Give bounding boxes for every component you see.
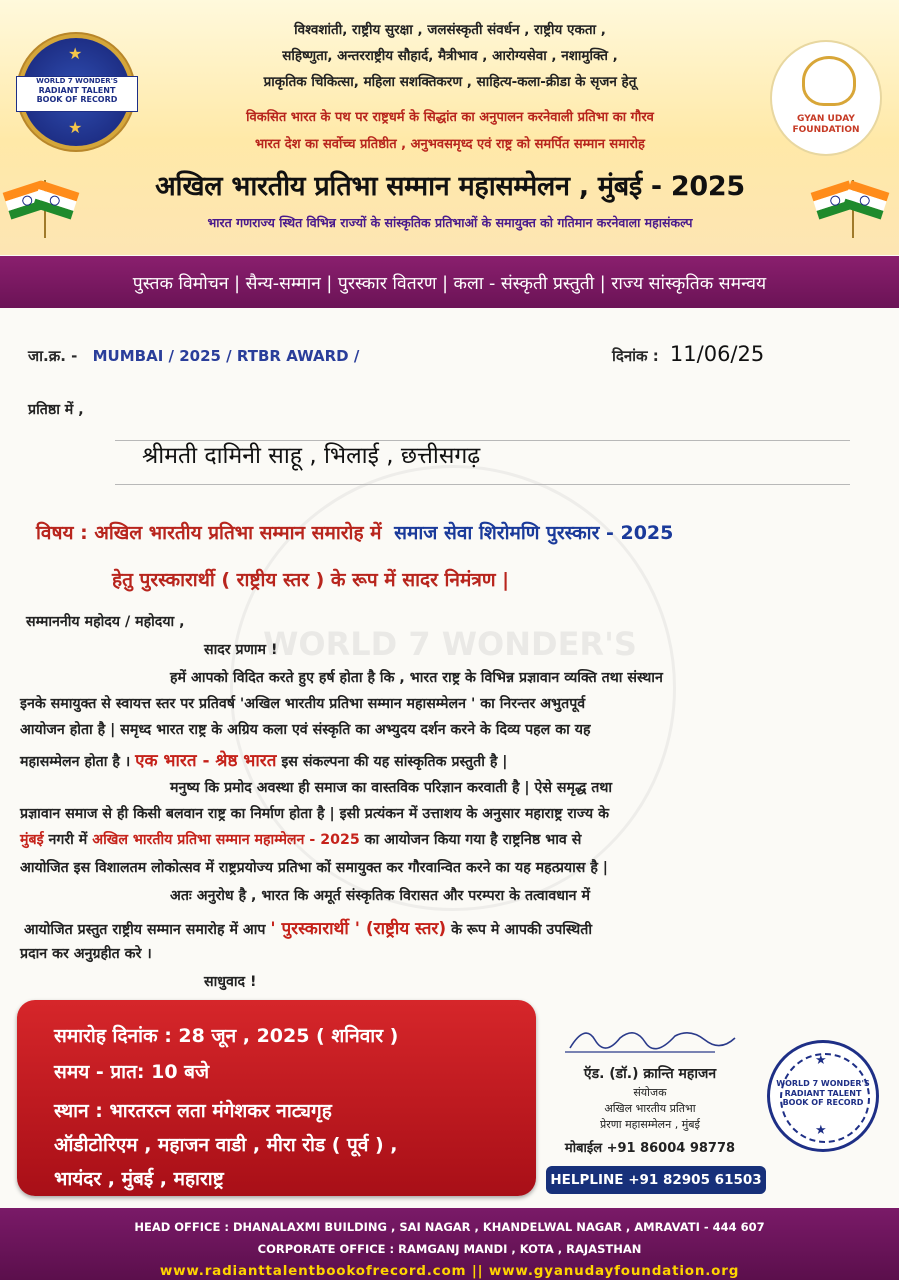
gyan-logo-text [772, 114, 880, 136]
star-icon: ★ [815, 1123, 827, 1138]
stamp-text-line: WORLD 7 WONDER'S [776, 1079, 870, 1088]
gyan-uday-logo [772, 42, 880, 154]
head-office-address: HEAD OFFICE : DHANALAXMI BUILDING , SAI NAGAR , KHANDELWAL NAGAR , AMRAVATI - 444 607 [134, 1220, 765, 1234]
paragraph-line: प्रदान कर अनुग्रहीत करे । [20, 946, 152, 962]
text-span: के रूप मे आपकी उपस्थिती [451, 922, 592, 938]
paragraph-line [24, 916, 592, 939]
signatory-role: संयोजक [633, 1086, 667, 1099]
watermark-text: WORLD 7 WONDER'S [263, 625, 637, 663]
book-of-record-stamp [770, 1043, 876, 1149]
website-links[interactable]: www.radianttalentbookofrecord.com || www.gyanudayfoundation.org [159, 1263, 740, 1279]
paragraph-line: अतः अनुरोध है , भारत कि अमूर्त संस्कृतिक विरासत और परम्परा के तत्वावधान में [170, 888, 590, 904]
subject-prefix: विषय : अखिल भारतीय प्रतिभा सम्मान समारोह में [36, 522, 382, 544]
subject-line-1 [36, 519, 673, 545]
header-line-5: भारत देश का सर्वोच्च प्रतिष्ठीत , अनुभवसमृध्द एवं राष्ट्र को समर्पित सम्मान समारोह [255, 137, 645, 152]
highlight-event: अखिल भारतीय प्रतिभा सम्मान महाम्मेलन - 2025 [92, 832, 360, 848]
signatory-name: ऍड. (डॉ.) क्रान्ति महाजन [583, 1066, 717, 1082]
header-line-2: सहिष्णुता, अन्तरराष्ट्रीय सौहार्द, मैत्रीभाव , आरोग्यसेवा , नशामुक्ति , [282, 48, 618, 64]
star-icon: ★ [815, 1053, 827, 1068]
book-of-record-seal [22, 38, 130, 146]
signatory-mobile: मोबाईल +91 86004 98778 [564, 1141, 736, 1156]
helpline-badge: HELPLINE +91 82905 61503 [546, 1166, 766, 1194]
stamp-text-line: BOOK OF RECORD [782, 1098, 864, 1107]
program-band-text: पुस्तक विमोचन | सैन्य-सम्मान | पुरस्कार वितरण | कला - संस्कृती प्रस्तुती | राज्य सांस्कृतिक समन्वय [132, 274, 767, 294]
signatory-org: अखिल भारतीय प्रतिभा [604, 1102, 696, 1115]
text-span: का आयोजन किया गया है राष्ट्रनिष्ठ भाव से [364, 832, 582, 848]
star-icon: ★ [68, 44, 83, 63]
reference-value: MUMBAI / 2025 / RTBR AWARD / [92, 347, 360, 365]
divider [115, 484, 850, 485]
event-time: समय - प्रात: 10 बजे [54, 1061, 210, 1083]
event-date: समारोह दिनांक : 28 जून , 2025 ( शनिवार ) [54, 1025, 399, 1047]
paragraph-line: आयोजन होता है | समृध्द भारत राष्ट्र के अग्रिय कला एवं संस्कृति का अभ्युदय दर्शन करने के दिव्य पहल का यह [20, 722, 591, 738]
paragraph-line [20, 748, 507, 771]
letter-date [612, 342, 764, 366]
date-value: 11/06/25 [669, 342, 765, 366]
subject-line-2: हेतु पुरस्कारार्थी ( राष्ट्रीय स्तर ) के रूप में सादर निमंत्रण | [112, 569, 510, 591]
header-line-4: विकसित भारत के पथ पर राष्ट्रधर्म के सिद्धांत का अनुपालन करनेवाली प्रतिभा का गौरव [246, 110, 654, 125]
award-name: समाज सेवा शिरोमणि पुरस्कार - 2025 [394, 522, 674, 544]
hands-icon [802, 56, 856, 106]
text-span: महासम्मेलन होता है । [20, 754, 131, 770]
date-label: दिनांक : [612, 347, 659, 365]
recipient-name: श्रीमती दामिनी साहू , भिलाई , छत्तीसगढ़ [142, 443, 481, 469]
signature-image [565, 1018, 740, 1058]
text-span: नगरी में [48, 832, 88, 848]
reference-number [28, 346, 359, 366]
header-tagline: भारत गणराज्य स्थित विभिन्न राज्यों के सांस्कृतिक प्रतिभाओं के समायुक्त को गतिमान करनेवाला महासंकल्प [207, 215, 693, 230]
corporate-office-address: CORPORATE OFFICE : RAMGANJ MANDI , KOTA , RAJASTHAN [257, 1242, 642, 1256]
signatory-org: प्रेरणा महासम्मेलन , मुंबई [600, 1118, 700, 1131]
highlight-city: मुंबई [20, 832, 44, 848]
gyan-logo-line2: FOUNDATION [792, 125, 860, 135]
highlight-category: ' पुरस्कारार्थी ' (राष्ट्रीय स्तर) [270, 919, 447, 939]
stamp-text [770, 1079, 876, 1108]
highlight-slogan: एक भारत - श्रेष्ठ भारत [135, 751, 277, 771]
seal-text: BOOK OF RECORD [36, 95, 118, 104]
greeting: सादर प्रणाम ! [204, 642, 278, 658]
paragraph-line: इनके समायुक्त से स्वायत्त स्तर पर प्रतिवर्ष 'अखिल भारतीय प्रतिभा सम्मान महासम्मेलन ' का निरन्तर अभुतपूर्व [20, 696, 586, 712]
event-venue: स्थान : भारतरत्न लता मंगेशकर नाट्यगृह [54, 1100, 332, 1122]
header-line-1: विश्वशांती, राष्ट्रीय सुरक्षा , जलसंस्कृती संवर्धन , राष्ट्रीय एकता , [294, 22, 606, 38]
gyan-logo-line1: GYAN UDAY [797, 114, 855, 124]
paragraph-line: मनुष्य कि प्रमोद अवस्था ही समाज का वास्तविक परिज्ञान करवाती है | ऐसे समृद्ध तथा [170, 780, 613, 796]
salutation: सम्माननीय महोदय / महोदया , [26, 614, 185, 630]
event-venue: ऑडीटोरिएम , महाजन वाडी , मीरा रोड ( पूर्व ) , [54, 1134, 398, 1156]
text-span: आयोजित प्रस्तुत राष्ट्रीय सम्मान समारोह में आप [24, 922, 266, 938]
closing: साधुवाद ! [204, 974, 257, 990]
seal-band [16, 76, 138, 112]
seal-text: WORLD 7 WONDER'S [36, 77, 118, 85]
header-line-3: प्राकृतिक चिकित्सा, महिला सशक्तिकरण , साहित्य-कला-क्रीडा के सृजन हेतू [263, 74, 637, 90]
paragraph-line [20, 830, 581, 849]
star-icon: ★ [68, 118, 83, 137]
paragraph-line: आयोजित इस विशालतम लोकोत्सव में राष्ट्रप्रयोज्य प्रतिभा कों समायुक्त कर गौरवान्वित करने का यह महत्प्रयास है | [20, 860, 608, 876]
text-span: इस संकल्पना की यह सांस्कृतिक प्रस्तुती है | [281, 754, 508, 770]
main-title: अखिल भारतीय प्रतिभा सम्मान महासम्मेलन , मुंबई - 2025 [155, 171, 745, 202]
paragraph-line: प्रज्ञावान समाज से ही किसी बलवान राष्ट्र का निर्माण होता है | इसी प्रत्यंकन में उत्ताशय के अनुसार महाराष्ट्र राज्य के [20, 806, 609, 822]
stamp-text-line: RADIANT TALENT [784, 1088, 862, 1098]
to-label: प्रतिष्ठा में , [28, 402, 84, 418]
paragraph-line: हमें आपको विदित करते हुए हर्ष होता है कि , भारत राष्ट्र के विभिन्न प्रज्ञावान व्यक्ति तथा संस्थान [170, 670, 663, 686]
reference-label: जा.क्र. - [28, 347, 78, 365]
seal-text: RADIANT TALENT [38, 86, 116, 95]
event-venue: भायंदर , मुंबई , महाराष्ट्र [54, 1168, 224, 1190]
